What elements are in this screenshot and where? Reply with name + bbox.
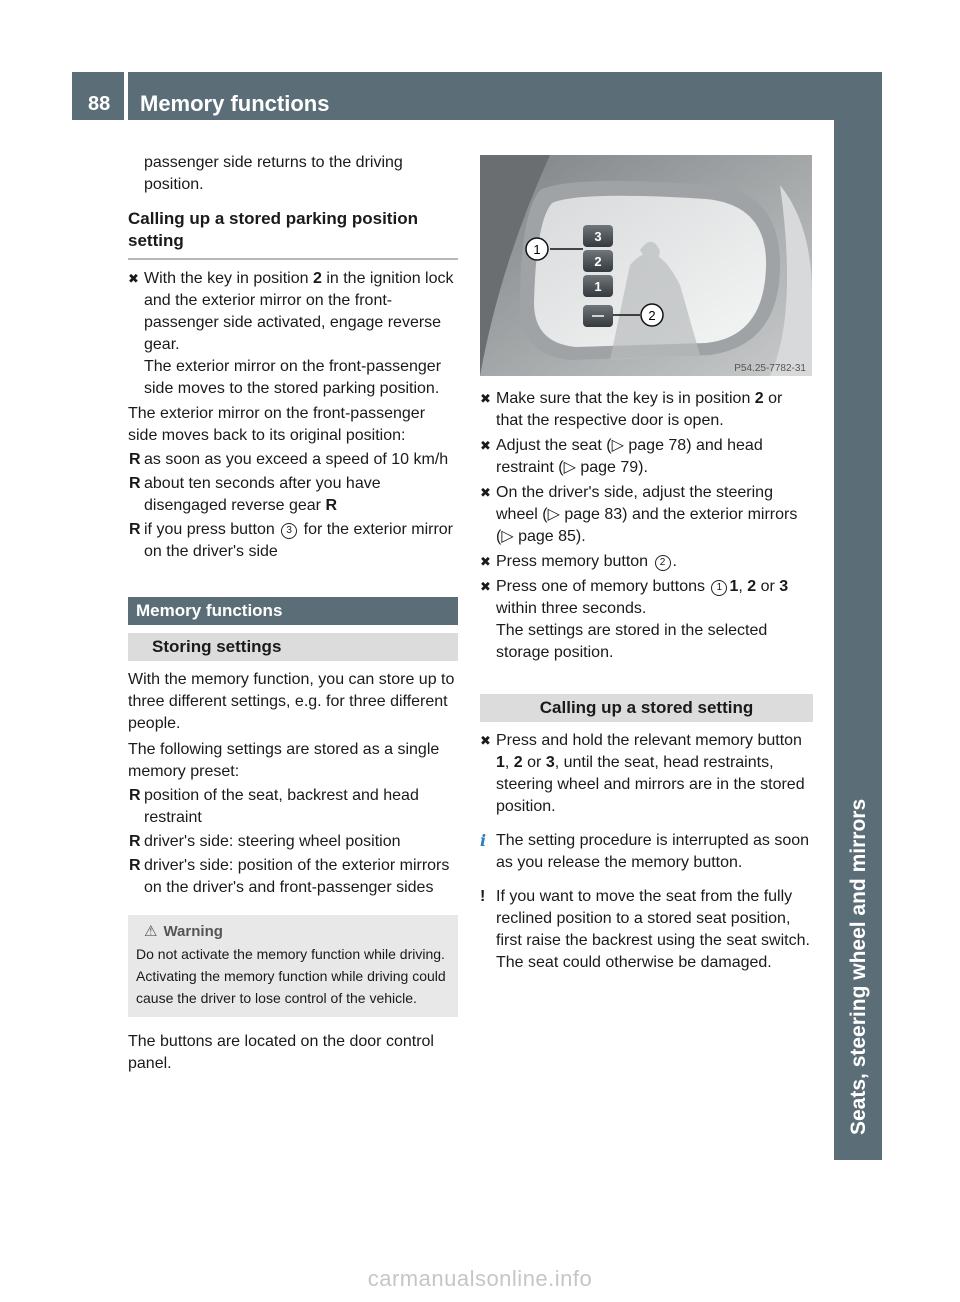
callout-3-icon: 3 bbox=[281, 523, 297, 539]
list-item: R as soon as you exceed a speed of 10 km/h bbox=[129, 451, 449, 468]
step-list-item: ✖ Press memory button 2 . bbox=[480, 551, 813, 573]
list-item: R position of the seat, backrest and head restraint bbox=[129, 787, 419, 826]
callout-1-icon: 1 bbox=[711, 580, 727, 596]
exclamation-icon: ! bbox=[480, 888, 486, 905]
buttons-text: The buttons are located on the door control panel. bbox=[128, 1033, 434, 1072]
arrow-icon: ✖ bbox=[480, 579, 491, 594]
warning-icon: ⚠ bbox=[144, 923, 158, 940]
chapter-side-label: Seats, steering wheel and mirrors bbox=[847, 798, 870, 1135]
list-item: R if you press button 3 for the exterior mirror on the driver's side bbox=[129, 521, 453, 560]
arrow-icon: ✖ bbox=[480, 438, 491, 453]
callout-2-icon: 2 bbox=[655, 555, 671, 571]
left-column bbox=[128, 152, 458, 1075]
step-list-item: ✖ Adjust the seat (▷ page 78) and head restraint (▷ page 79). bbox=[480, 437, 763, 476]
step-parking bbox=[128, 268, 458, 400]
step-list-item: ✖ Make sure that the key is in position 2 or that the respective door is open. bbox=[480, 390, 783, 429]
warning-title: Warning bbox=[163, 923, 223, 940]
callout-1-label: 1 bbox=[533, 242, 541, 257]
storing-text: With the memory function, you can store up to three different settings, e.g. for three different people. bbox=[128, 671, 455, 732]
key-position: 2 bbox=[312, 270, 322, 287]
button-1-label: 1 bbox=[594, 279, 602, 294]
step-list-item: ✖ Press and hold the relevant memory button 1, 2 or 3, until the seat, head restraints, steering wheel and mirrors are in the stored position. bbox=[480, 732, 805, 815]
info-note: i The setting procedure is interrupted as soon as you release the memory button. bbox=[480, 831, 810, 871]
button-3-label: 3 bbox=[594, 229, 602, 244]
door-panel-photo bbox=[480, 155, 812, 376]
page-number: 88 bbox=[72, 72, 124, 120]
list-item: R driver's side: position of the exterior mirrors on the driver's and front-passenger sides bbox=[129, 857, 450, 896]
subsection-bar: Calling up a stored setting bbox=[480, 694, 813, 722]
arrow-icon: ✖ bbox=[480, 485, 491, 500]
arrow-icon: ✖ bbox=[480, 391, 491, 406]
following-text: The following settings are stored as a single memory preset: bbox=[128, 741, 440, 780]
page-title: Memory functions bbox=[128, 72, 882, 120]
step-text: With the key in position bbox=[144, 270, 313, 287]
intro-text: passenger side returns to the driving position. bbox=[144, 154, 403, 193]
step-list-item: ✖ Press one of memory buttons 1 1, 2 or 3 within three seconds. The settings are stored in the selected storage position. bbox=[480, 578, 789, 661]
subsection-bar: Storing settings bbox=[128, 633, 458, 661]
arrow-icon: ✖ bbox=[128, 271, 139, 286]
info-icon: i bbox=[480, 831, 487, 850]
warning-text: Do not activate the memory function while driving. Activating the memory function while driving could cause the driver to lose control of the vehicle. bbox=[136, 946, 446, 1006]
button-2-label: 2 bbox=[594, 254, 602, 269]
callout-2-label: 2 bbox=[648, 308, 656, 323]
list-item: R driver's side: steering wheel position bbox=[129, 833, 401, 850]
watermark: carmanualsonline.info bbox=[367, 1266, 593, 1291]
list-item: R about ten seconds after you have disengaged reverse gear R bbox=[129, 475, 381, 514]
caution-note: ! If you want to move the seat from the fully reclined position to a stored seat position, first raise the backrest using the seat switch. The seat could otherwise be damaged. bbox=[480, 888, 810, 971]
arrow-icon: ✖ bbox=[480, 733, 491, 748]
step-list-item: ✖ On the driver's side, adjust the steering wheel (▷ page 83) and the exterior mirrors (▷ page 85). bbox=[480, 484, 798, 545]
step-text: in the ignition lock and the exterior mirror on the front-passenger side activated, engage reverse gear. bbox=[144, 270, 454, 353]
figure-code: P54.25-7782-31 bbox=[734, 363, 806, 374]
warning-box bbox=[128, 915, 458, 1017]
return-text: The exterior mirror on the front-passenger side moves back to its original position: bbox=[128, 405, 426, 444]
parking-heading: Calling up a stored parking position setting bbox=[128, 208, 458, 260]
section-bar: Memory functions bbox=[128, 597, 458, 625]
step-result: The exterior mirror on the front-passenger side moves to the stored parking position. bbox=[144, 358, 442, 397]
arrow-icon: ✖ bbox=[480, 554, 491, 569]
memory-buttons bbox=[583, 225, 613, 327]
right-column bbox=[480, 388, 813, 982]
